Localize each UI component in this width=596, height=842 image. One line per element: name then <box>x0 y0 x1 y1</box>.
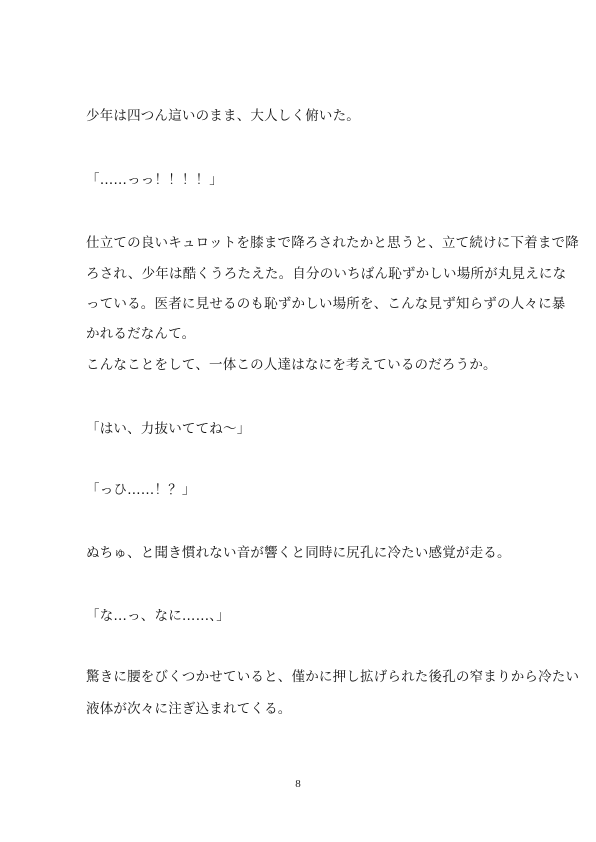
text-line: かれるだなんて。 <box>86 326 196 342</box>
text-line: 液体が次々に注ぎ込まれてくる。 <box>86 701 292 717</box>
text-line: こんなことをして、一体この人達はなにを考えているのだろうか。 <box>86 357 497 373</box>
text-line: っている。医者に見せるのも恥ずかしい場所を、こんな見ず知らずの人々に暴 <box>86 296 566 312</box>
dialogue-line: 「っひ……！？」 <box>86 482 196 498</box>
text-line: 驚きに腰をびくつかせていると、僅かに押し拡げられた後孔の窄まりから冷たい <box>86 669 580 685</box>
page-number: 8 <box>295 778 301 790</box>
text-line: 少年は四つん這いのまま、大人しく俯いた。 <box>86 108 360 124</box>
text-line: 仕立ての良いキュロットを膝まで降ろされたかと思うと、立て続けに下着まで降 <box>86 235 579 251</box>
text-line: ろされ、少年は酷くうろたえた。自分のいちばん恥ずかしい場所が丸見えにな <box>86 266 567 282</box>
text-line: ぬちゅ、と聞き慣れない音が響くと同時に尻孔に冷たい感覚が走る。 <box>86 545 511 561</box>
dialogue-line: 「はい、力抜いててね〜」 <box>86 421 251 437</box>
dialogue-line: 「……っっ！！！！」 <box>86 172 223 188</box>
dialogue-line: 「な…っ、なに……、」 <box>86 608 230 624</box>
